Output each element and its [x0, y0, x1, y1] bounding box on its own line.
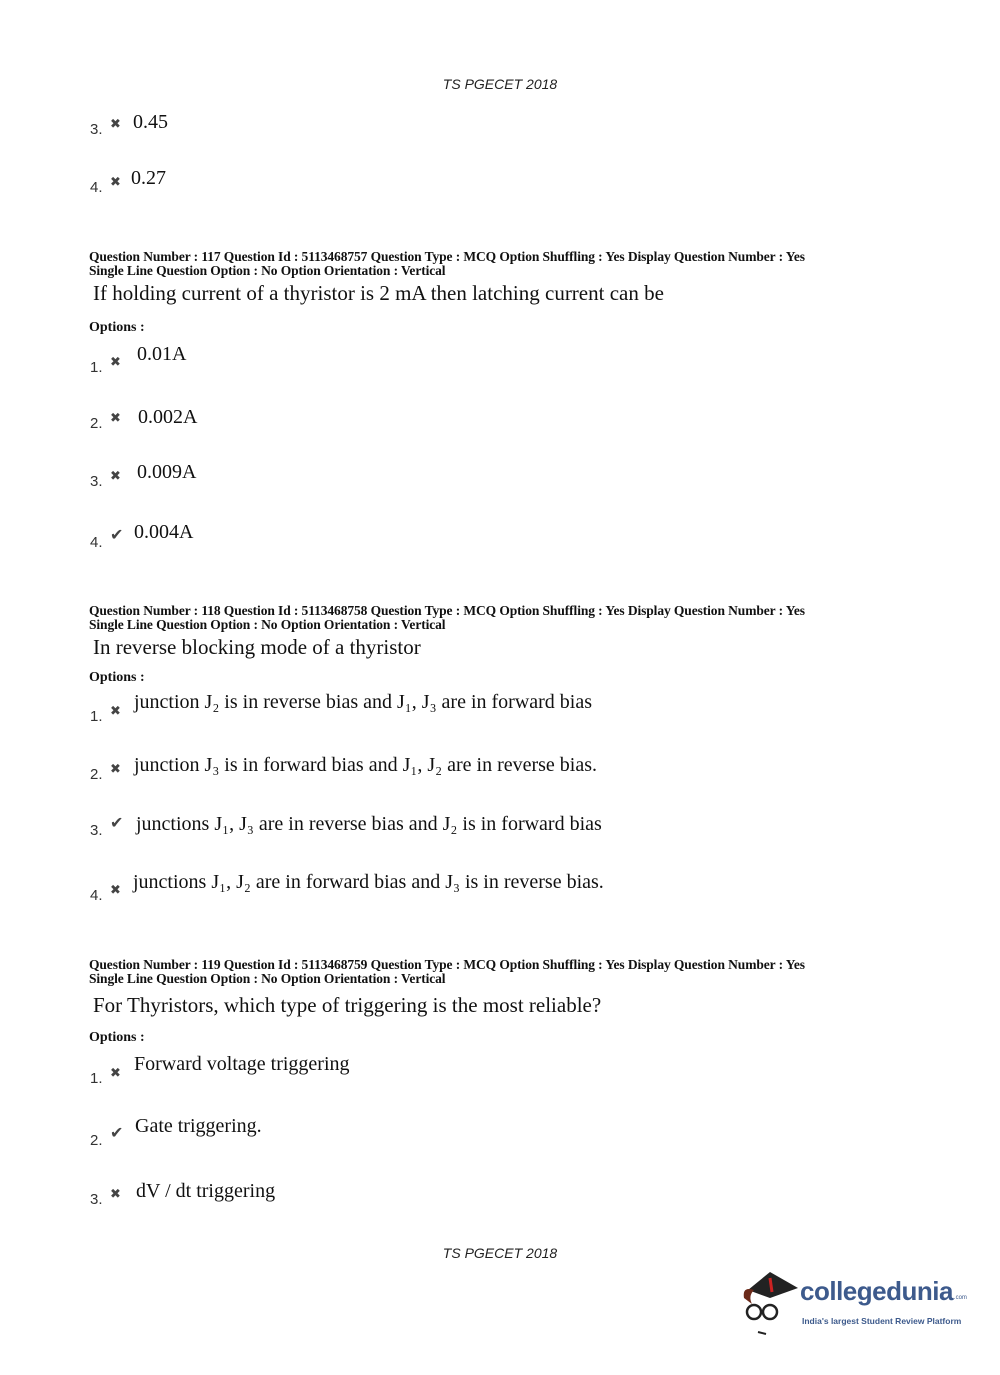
- option-text: Gate triggering.: [135, 1115, 262, 1137]
- question-text: In reverse blocking mode of a thyristor: [93, 635, 421, 659]
- question-meta-options: Single Line Question Option : No Option Orientation : Vertical: [89, 617, 446, 632]
- option-text: Forward voltage triggering: [134, 1053, 350, 1075]
- collegedunia-logo: [740, 1268, 980, 1338]
- logo-tagline: India's largest Student Review Platform: [802, 1316, 962, 1326]
- cross-icon: ✖: [110, 354, 121, 369]
- cross-icon: ✖: [110, 116, 121, 131]
- option-number: 3.: [90, 822, 103, 839]
- option-text: dV / dt triggering: [136, 1180, 276, 1202]
- option-text: junction J₂ is in reverse bias and J₁, J₃ are in forward bias: [134, 691, 593, 713]
- logo-name: collegedunia: [800, 1276, 953, 1306]
- logo-wordmark: [800, 1276, 967, 1306]
- option-text: 0.01A: [137, 343, 187, 365]
- option-number: 3.: [90, 121, 103, 138]
- option-text: 0.27: [131, 167, 166, 189]
- option-number: 4.: [90, 179, 103, 196]
- question-meta: Question Number : 117 Question Id : 5113468757 Question Type : MCQ Option Shuffling : Yes Display Question Number : Yes: [89, 249, 805, 264]
- cross-icon: ✖: [110, 882, 121, 897]
- option-text: junctions J₁, J₂ are in forward bias and J₃ is in reverse bias.: [133, 871, 604, 893]
- options-label: Options :: [89, 1030, 145, 1045]
- mascot-icon: [740, 1268, 800, 1338]
- logo-suffix: .com: [953, 1295, 967, 1301]
- cross-icon: ✖: [110, 410, 121, 425]
- cross-icon: ✖: [110, 761, 121, 776]
- option-number: 4.: [90, 887, 103, 904]
- check-icon: ✔: [110, 1125, 124, 1142]
- option-number: 1.: [90, 1070, 103, 1087]
- question-meta-options: Single Line Question Option : No Option Orientation : Vertical: [89, 971, 446, 986]
- question-meta: Question Number : 118 Question Id : 5113468758 Question Type : MCQ Option Shuffling : Yes Display Question Number : Yes: [89, 603, 805, 618]
- option-text: 0.45: [133, 111, 168, 133]
- option-text: junction J₃ is in forward bias and J₁, J₂ are in reverse bias.: [134, 754, 598, 776]
- cross-icon: ✖: [110, 468, 121, 483]
- cross-icon: ✖: [110, 1065, 121, 1080]
- option-number: 1.: [90, 708, 103, 725]
- option-number: 2.: [90, 1132, 103, 1149]
- question-meta-options: Single Line Question Option : No Option Orientation : Vertical: [89, 263, 446, 278]
- option-number: 1.: [90, 359, 103, 376]
- check-icon: ✔: [110, 527, 124, 544]
- question-text: If holding current of a thyristor is 2 mA then latching current can be: [93, 281, 664, 305]
- cross-icon: ✖: [110, 174, 121, 189]
- option-number: 3.: [90, 473, 103, 490]
- option-text: junctions J₁, J₃ are in reverse bias and J₂ is in forward bias: [136, 813, 602, 835]
- check-icon: ✔: [110, 815, 124, 832]
- question-text: For Thyristors, which type of triggering is the most reliable?: [93, 993, 602, 1017]
- page-header: TS PGECET 2018: [442, 76, 558, 92]
- option-number: 4.: [90, 534, 103, 551]
- cross-icon: ✖: [110, 1186, 121, 1201]
- option-number: 2.: [90, 415, 103, 432]
- option-text: 0.002A: [138, 406, 198, 428]
- option-text: 0.004A: [134, 521, 194, 543]
- options-label: Options :: [89, 320, 145, 335]
- options-label: Options :: [89, 670, 145, 685]
- cross-icon: ✖: [110, 703, 121, 718]
- page-footer: TS PGECET 2018: [442, 1245, 558, 1261]
- option-number: 3.: [90, 1191, 103, 1208]
- option-number: 2.: [90, 766, 103, 783]
- question-meta: Question Number : 119 Question Id : 5113468759 Question Type : MCQ Option Shuffling : Yes Display Question Number : Yes: [89, 957, 805, 972]
- option-text: 0.009A: [137, 461, 197, 483]
